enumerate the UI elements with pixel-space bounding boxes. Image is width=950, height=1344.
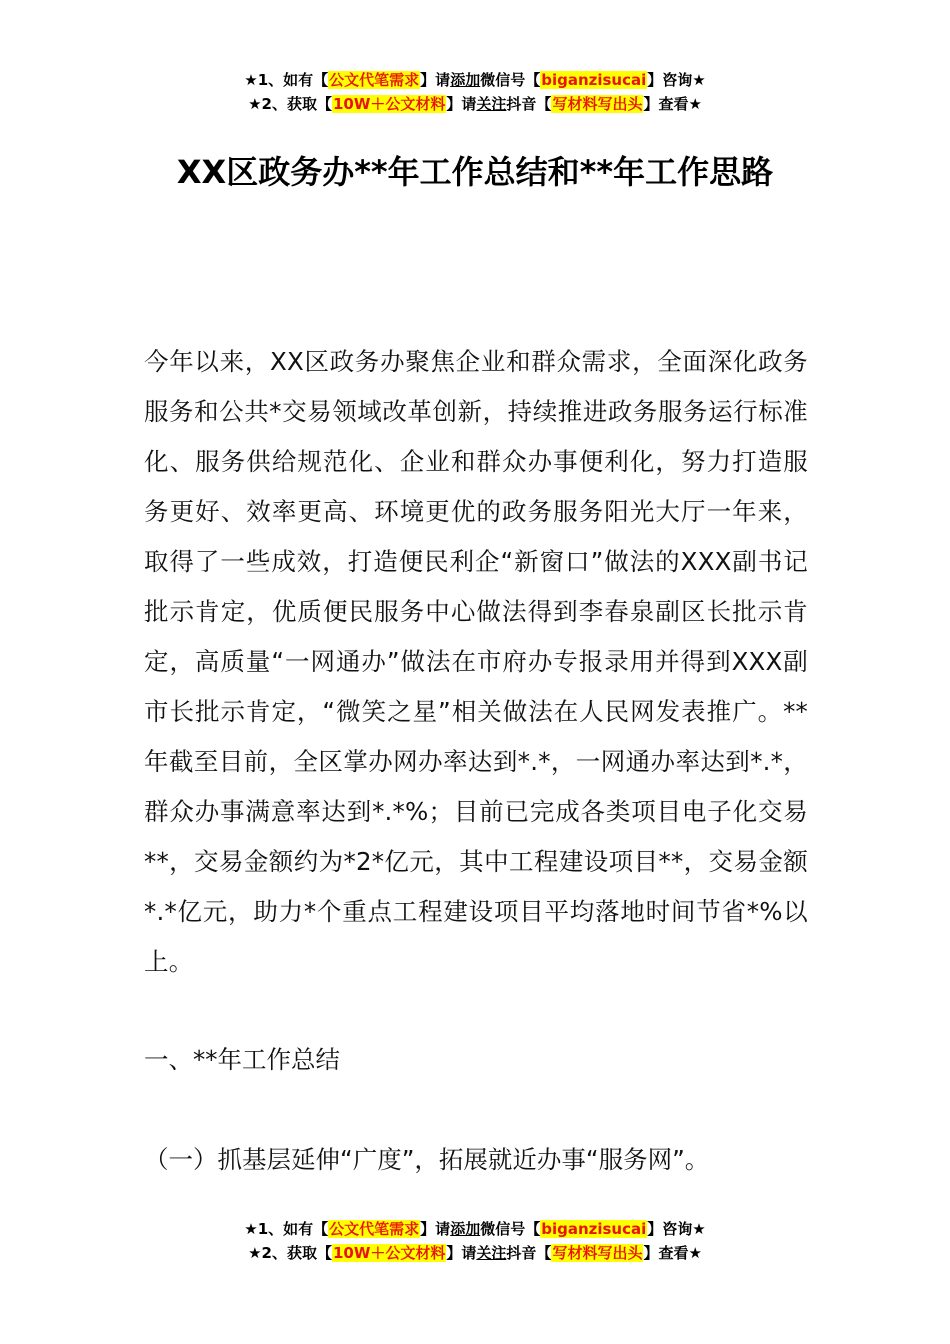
- banner-emphasis: 关注: [476, 1244, 507, 1262]
- banner-highlight-douyin: 写材料写出头: [552, 95, 643, 113]
- banner-text: 微信号【: [480, 1220, 541, 1238]
- banner-emphasis: 关注: [476, 95, 507, 113]
- banner-text: 】咨询★: [647, 1220, 706, 1238]
- banner-highlight-materials: 10W＋公文材料: [332, 1244, 446, 1262]
- banner-highlight-materials: 10W＋公文材料: [332, 95, 446, 113]
- banner-text: ★1、如有【: [244, 71, 329, 89]
- banner-highlight-wechat-id: biganzisucai: [541, 71, 647, 89]
- banner-highlight-douyin: 写材料写出头: [552, 1244, 643, 1262]
- banner-line-2: [0, 1241, 950, 1265]
- banner-text: 微信号【: [480, 71, 541, 89]
- banner-text: 】咨询★: [647, 71, 706, 89]
- banner-highlight-wechat-id: biganzisucai: [541, 1220, 647, 1238]
- banner-text: 抖音【: [506, 95, 552, 113]
- banner-highlight-service: 公文代笔需求: [329, 71, 420, 89]
- banner-line-1: [0, 1217, 950, 1241]
- bottom-banner: [0, 1217, 950, 1265]
- top-banner: [0, 68, 950, 116]
- banner-text: 】请: [446, 95, 477, 113]
- banner-text: ★2、获取【: [248, 1244, 332, 1262]
- banner-line-2: [0, 92, 950, 116]
- section-heading: 一、**年工作总结: [144, 1045, 340, 1074]
- banner-text: 】请: [420, 71, 451, 89]
- banner-highlight-service: 公文代笔需求: [329, 1220, 420, 1238]
- banner-text: 】查看★: [643, 95, 702, 113]
- banner-text: 】请: [446, 1244, 477, 1262]
- banner-emphasis: 添加: [450, 1220, 481, 1238]
- subsection-heading: （一）抓基层延伸“广度”，拓展就近办事“服务网”。: [144, 1145, 710, 1174]
- banner-text: ★2、获取【: [248, 95, 332, 113]
- banner-text: 抖音【: [506, 1244, 552, 1262]
- banner-line-1: [0, 68, 950, 92]
- banner-text: 】查看★: [643, 1244, 702, 1262]
- body-paragraph: 今年以来，XX区政务办聚焦企业和群众需求，全面深化政务服务和公共*交易领域改革创新，持续推进政务服务运行标准化、服务供给规范化、企业和群众办事便利化，努力打造服务更好、效率更高、环境更优的政务服务阳光大厅一年来，取得了一些成效，打造便民利企“新窗口”做法的XXX副书记批示肯定，优质便民服务中心做法得到李春泉副区长批示肯定，高质量“一网通办”做法在市府办专报录用并得到XXX副市长批示肯定，“微笑之星”相关做法在人民网发表推广。**年截至目前，全区掌办网办率达到*.*，一网通办率达到*.*，群众办事满意率达到*.*%；目前已完成各类项目电子化交易**，交易金额约为*2*亿元，其中工程建设项目**，交易金额*.*亿元，助力*个重点工程建设项目平均落地时间节省*%以上。: [144, 347, 808, 976]
- banner-emphasis: 添加: [450, 71, 481, 89]
- banner-text: 】请: [420, 1220, 451, 1238]
- banner-text: ★1、如有【: [244, 1220, 329, 1238]
- document-title: XX区政务办**年工作总结和**年工作思路: [176, 153, 774, 191]
